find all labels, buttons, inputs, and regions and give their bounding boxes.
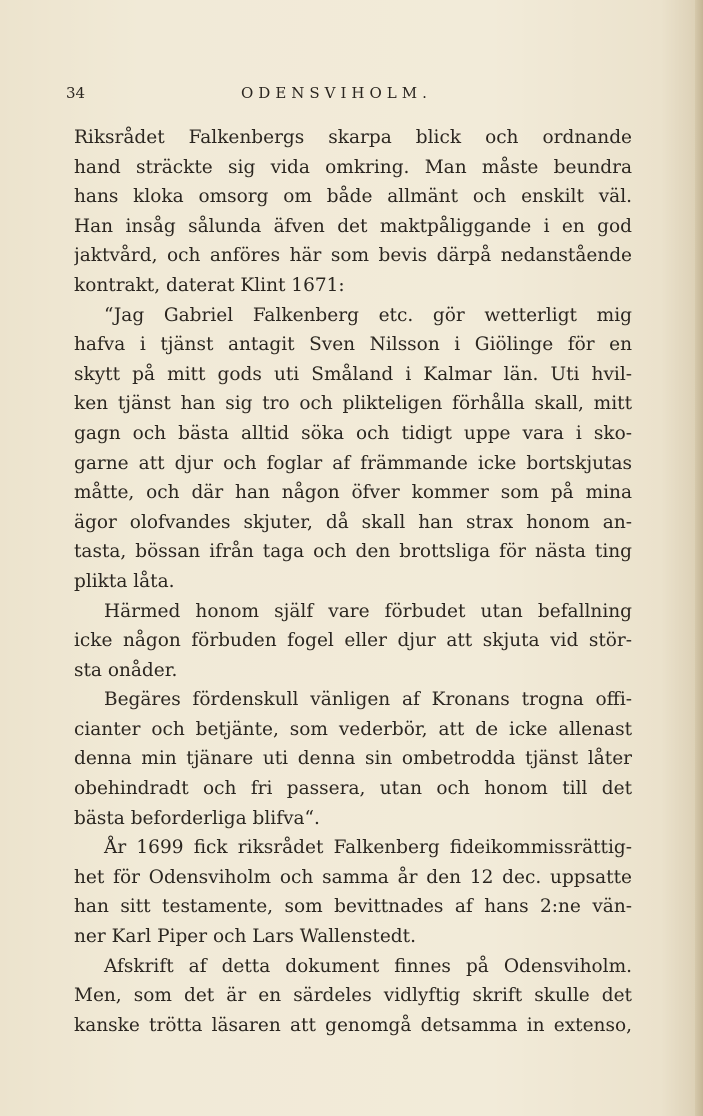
- text-line: plikta låta.: [74, 570, 175, 592]
- text-line: denna min tjänare uti denna sin ombetrodda tjänst låter: [74, 748, 632, 770]
- text-line: jaktvård, och anföres här som bevis därpå nedanstående: [74, 245, 632, 267]
- text-line: cianter och betjänte, som vederbör, att de icke allenast: [74, 718, 632, 740]
- text-line: sta onåder.: [74, 659, 178, 681]
- text-line: icke någon förbuden fogel eller djur att skjuta vid stör-: [74, 630, 632, 652]
- text-line: måtte, och där han någon öfver kommer som på mina: [74, 482, 632, 504]
- text-line: garne att djur och foglar af främmande icke bortskjutas: [74, 452, 632, 474]
- page-header: [66, 84, 636, 106]
- text-line: Härmed honom själf vare förbudet utan befallning: [104, 600, 632, 622]
- text-line: ken tjänst han sig tro och plikteligen förhålla skall, mitt: [74, 393, 632, 415]
- body-text: [74, 123, 632, 1040]
- text-line: hafva i tjänst antagit Sven Nilsson i Giölinge för en: [74, 334, 632, 356]
- text-line: ner Karl Piper och Lars Wallenstedt.: [74, 926, 416, 948]
- text-line: Afskrift af detta dokument finnes på Odensviholm.: [104, 955, 632, 977]
- text-line: kontrakt, daterat Klint 1671:: [74, 274, 345, 296]
- text-line: Han insåg sålunda äfven det maktpåliggande i en god: [74, 215, 632, 237]
- page-number: 34: [66, 84, 86, 102]
- text-line: kanske trötta läsaren att genomgå detsamma in extenso,: [74, 1014, 632, 1036]
- text-line: “Jag Gabriel Falkenberg etc. gör wetterligt mig: [104, 304, 632, 326]
- text-line: ägor olofvandes skjuter, då skall han strax honom an-: [74, 511, 632, 533]
- text-line: skytt på mitt gods uti Småland i Kalmar län. Uti hvil-: [74, 363, 632, 385]
- text-line: het för Odensviholm och samma år den 12 dec. uppsatte: [74, 866, 632, 888]
- text-line: hans kloka omsorg om både allmänt och enskilt väl.: [74, 186, 632, 208]
- text-line: han sitt testamente, som bevittnades af hans 2:ne vän-: [74, 896, 632, 918]
- text-line: gagn och bästa alltid söka och tidigt uppe vara i sko-: [74, 422, 632, 444]
- text-line: bästa beforderliga blifva“.: [74, 807, 320, 829]
- running-title: ODENSVIHOLM.: [241, 84, 432, 102]
- text-line: tasta, bössan ifrån taga och den brottsliga för nästa ting: [74, 541, 632, 563]
- page-edge: [695, 0, 703, 1116]
- text-line: hand sträckte sig vida omkring. Man måste beundra: [74, 156, 632, 178]
- text-line: obehindradt och fri passera, utan och honom till det: [74, 778, 632, 800]
- text-line: Men, som det är en särdeles vidlyftig skrift skulle det: [74, 985, 632, 1007]
- text-line: Begäres fördenskull vänligen af Kronans trogna offi-: [104, 689, 632, 711]
- text-line: Riksrådet Falkenbergs skarpa blick och ordnande: [74, 127, 632, 148]
- text-line: År 1699 fick riksrådet Falkenberg fideikommissrättig-: [104, 837, 632, 859]
